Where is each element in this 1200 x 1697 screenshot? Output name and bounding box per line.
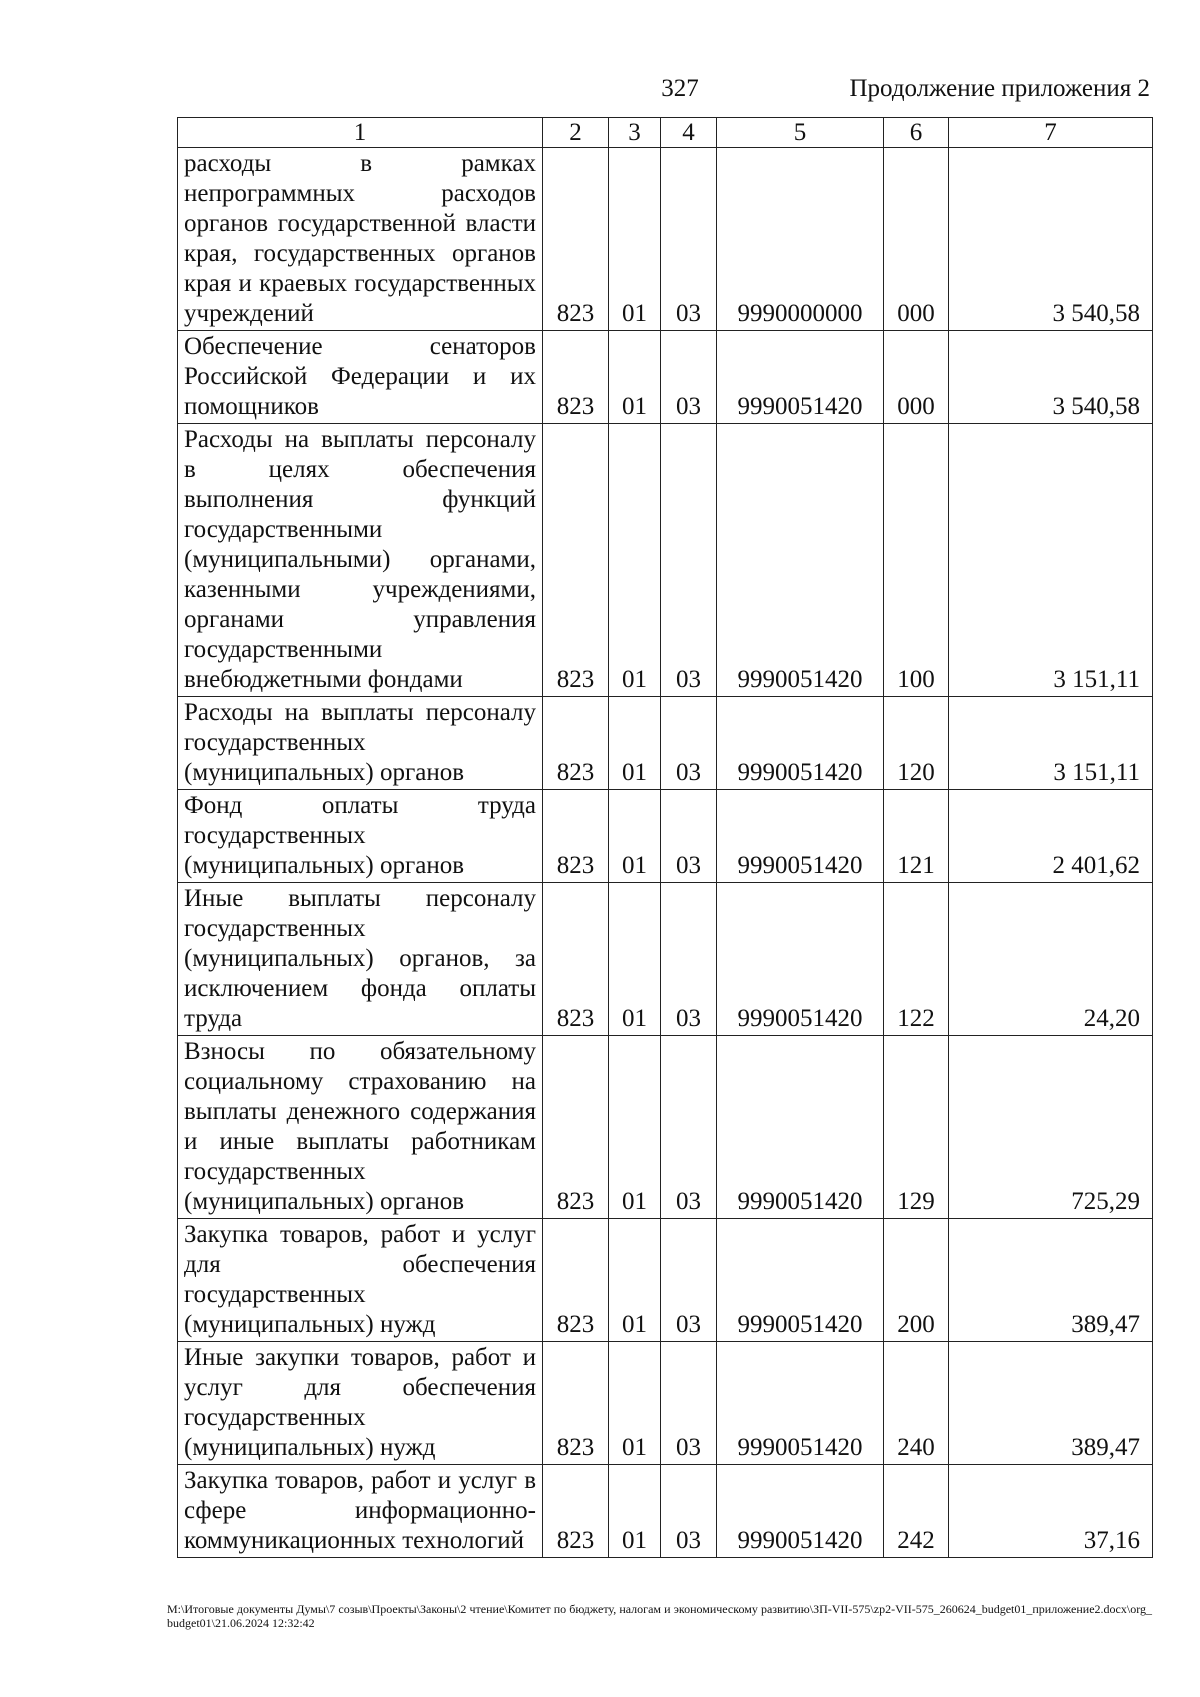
cell-amount: 389,47: [949, 1219, 1153, 1342]
row-name: Закупка товаров, работ и услуг в сфере информационно-коммуникационных технологий: [178, 1465, 543, 1558]
cell-col5: 9990051420: [717, 790, 884, 883]
table-row: [178, 1342, 1153, 1465]
cell-col3: 01: [609, 148, 661, 331]
cell-col3: 01: [609, 1219, 661, 1342]
column-header-5: 5: [717, 118, 884, 148]
table-row: [178, 424, 1153, 697]
cell-col2: 823: [543, 1342, 609, 1465]
cell-amount: 3 151,11: [949, 424, 1153, 697]
cell-col5: 9990051420: [717, 1342, 884, 1465]
cell-col4: 03: [661, 883, 717, 1036]
cell-col4: 03: [661, 1036, 717, 1219]
cell-col4: 03: [661, 424, 717, 697]
cell-amount: 3 540,58: [949, 331, 1153, 424]
cell-col3: 01: [609, 697, 661, 790]
row-name: Расходы на выплаты персоналу государственных (муниципальных) органов: [178, 697, 543, 790]
column-header-1: 1: [178, 118, 543, 148]
continuation-label: Продолжение приложения 2: [849, 75, 1150, 102]
table-row: [178, 883, 1153, 1036]
cell-col3: 01: [609, 1342, 661, 1465]
file-path-footer: M:\Итоговые документы Думы\7 созыв\Проекты\Законы\2 чтение\Комитет по бюджету, налогам и экономическому развитию\ЗП-VII-575\zp2-VII-575_260624_budget01_приложение2.docx\org_budget01\21.06.2024 12:32:42: [167, 1602, 1152, 1630]
page-number: 327: [661, 75, 699, 102]
table-row: [178, 1219, 1153, 1342]
cell-col3: 01: [609, 1465, 661, 1558]
cell-col4: 03: [661, 1342, 717, 1465]
cell-col4: 03: [661, 148, 717, 331]
cell-amount: 3 540,58: [949, 148, 1153, 331]
cell-col6: 200: [884, 1219, 949, 1342]
column-header-2: 2: [543, 118, 609, 148]
cell-col5: 9990051420: [717, 883, 884, 1036]
cell-col6: 121: [884, 790, 949, 883]
row-name: Иные закупки товаров, работ и услуг для обеспечения государственных (муниципальных) нужд: [178, 1342, 543, 1465]
cell-amount: 3 151,11: [949, 697, 1153, 790]
cell-col2: 823: [543, 790, 609, 883]
row-name: Фонд оплаты труда государственных (муниципальных) органов: [178, 790, 543, 883]
column-header-4: 4: [661, 118, 717, 148]
cell-col5: 9990051420: [717, 1219, 884, 1342]
table-row: [178, 1036, 1153, 1219]
cell-col6: 129: [884, 1036, 949, 1219]
budget-table: [177, 117, 1153, 1558]
cell-col3: 01: [609, 790, 661, 883]
cell-col3: 01: [609, 883, 661, 1036]
cell-amount: 389,47: [949, 1342, 1153, 1465]
row-name: расходы в рамках непрограммных расходов органов государственной власти края, государственных органов края и краевых государственных учреждений: [178, 148, 543, 331]
cell-col5: 9990051420: [717, 1036, 884, 1219]
cell-amount: 24,20: [949, 883, 1153, 1036]
cell-col4: 03: [661, 697, 717, 790]
column-header-3: 3: [609, 118, 661, 148]
cell-col3: 01: [609, 424, 661, 697]
cell-col4: 03: [661, 1465, 717, 1558]
cell-col2: 823: [543, 1219, 609, 1342]
cell-col6: 000: [884, 331, 949, 424]
cell-col2: 823: [543, 331, 609, 424]
cell-col4: 03: [661, 1219, 717, 1342]
cell-col3: 01: [609, 331, 661, 424]
cell-col2: 823: [543, 1465, 609, 1558]
row-name: Иные выплаты персоналу государственных (муниципальных) органов, за исключением фонда оплаты труда: [178, 883, 543, 1036]
cell-col5: 9990051420: [717, 424, 884, 697]
table-row: [178, 1465, 1153, 1558]
cell-col6: 242: [884, 1465, 949, 1558]
column-header-7: 7: [949, 118, 1153, 148]
cell-col2: 823: [543, 424, 609, 697]
column-header-6: 6: [884, 118, 949, 148]
table-row: [178, 148, 1153, 331]
cell-col3: 01: [609, 1036, 661, 1219]
cell-col5: 9990051420: [717, 1465, 884, 1558]
cell-col2: 823: [543, 148, 609, 331]
cell-col6: 240: [884, 1342, 949, 1465]
cell-col2: 823: [543, 697, 609, 790]
table-row: [178, 790, 1153, 883]
cell-amount: 725,29: [949, 1036, 1153, 1219]
cell-amount: 37,16: [949, 1465, 1153, 1558]
cell-col6: 000: [884, 148, 949, 331]
cell-col4: 03: [661, 331, 717, 424]
cell-col6: 122: [884, 883, 949, 1036]
cell-amount: 2 401,62: [949, 790, 1153, 883]
header-row: [178, 118, 1153, 148]
row-name: Обеспечение сенаторов Российской Федерации и их помощников: [178, 331, 543, 424]
row-name: Закупка товаров, работ и услуг для обеспечения государственных (муниципальных) нужд: [178, 1219, 543, 1342]
cell-col6: 100: [884, 424, 949, 697]
cell-col2: 823: [543, 1036, 609, 1219]
table-row: [178, 331, 1153, 424]
row-name: Взносы по обязательному социальному страхованию на выплаты денежного содержания и иные выплаты работникам государственных (муниципальных) органов: [178, 1036, 543, 1219]
table-row: [178, 697, 1153, 790]
cell-col5: 9990051420: [717, 697, 884, 790]
row-name: Расходы на выплаты персоналу в целях обеспечения выполнения функций государственными (муниципальными) органами, казенными учреждениями, органами управления государственными внебюджетными фондами: [178, 424, 543, 697]
cell-col4: 03: [661, 790, 717, 883]
cell-col2: 823: [543, 883, 609, 1036]
cell-col5: 9990051420: [717, 331, 884, 424]
cell-col6: 120: [884, 697, 949, 790]
cell-col5: 9990000000: [717, 148, 884, 331]
